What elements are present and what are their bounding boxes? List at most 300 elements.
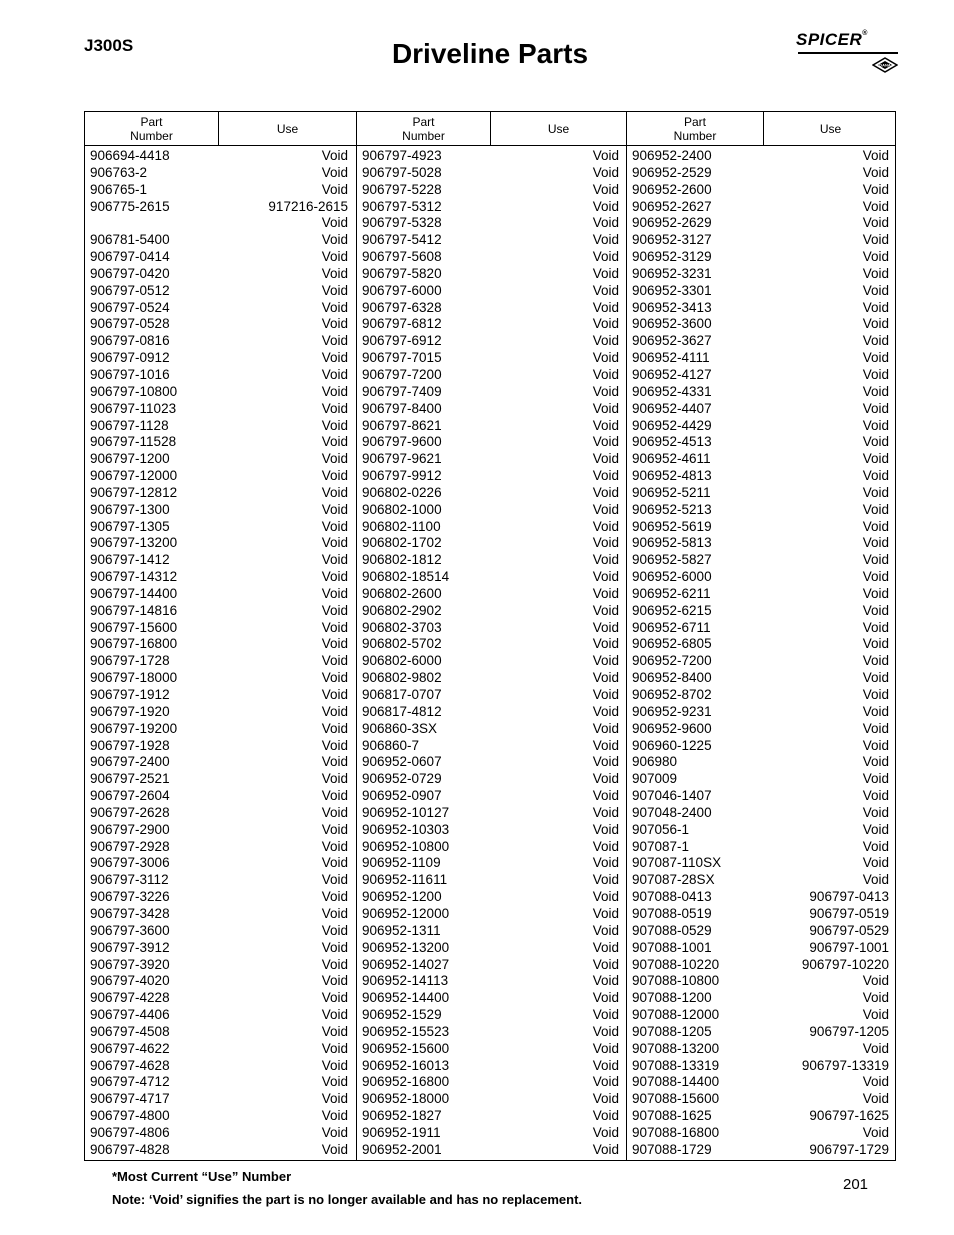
part-number: 906797-4800	[90, 1108, 170, 1124]
part-number: 906952-3129	[632, 249, 712, 265]
part-number: 906797-19200	[90, 720, 178, 736]
table-row	[357, 1007, 627, 1024]
use-value: Void	[862, 215, 889, 231]
part-number: 907088-1729	[632, 1141, 712, 1157]
part-number: 906952-3627	[632, 333, 712, 349]
table-row	[357, 1074, 627, 1091]
part-number: 906952-1311	[362, 922, 441, 938]
use-value: Void	[321, 366, 348, 382]
table-row	[627, 822, 897, 839]
table-row	[85, 266, 356, 283]
use-value: Void	[862, 148, 889, 163]
use-value: Void	[321, 1040, 348, 1056]
part-number: 906797-9912	[362, 468, 442, 484]
table-row	[627, 1108, 897, 1125]
use-value: Void	[321, 754, 348, 770]
part-number: 906952-2001	[362, 1141, 442, 1157]
use-value: Void	[321, 265, 348, 281]
part-number: 907056-1	[632, 821, 690, 837]
part-number: 906952-14400	[362, 990, 450, 1006]
table-row	[85, 519, 356, 536]
table-row	[85, 586, 356, 603]
part-number: 906797-5608	[362, 249, 442, 265]
part-number: 906797-3428	[90, 905, 170, 921]
use-value: Void	[592, 468, 619, 484]
column-header: Use	[819, 121, 842, 136]
page-title: Driveline Parts	[391, 38, 589, 69]
use-value: Void	[862, 1091, 889, 1107]
use-value: Void	[862, 417, 889, 433]
table-row	[85, 923, 356, 940]
use-value: Void	[321, 905, 348, 921]
part-number: 906797-4406	[90, 1007, 170, 1023]
use-value: 906797-1001	[809, 939, 889, 955]
use-value: Void	[862, 400, 889, 416]
use-value: Void	[321, 771, 348, 787]
use-value: Void	[862, 535, 889, 551]
table-row	[85, 906, 356, 923]
part-number: 906797-5028	[362, 164, 442, 180]
table-row	[85, 535, 356, 552]
use-value: Void	[592, 434, 619, 450]
table-row	[85, 283, 356, 300]
table-row	[357, 670, 627, 687]
use-value: Void	[592, 333, 619, 349]
part-number: 906952-2629	[632, 215, 712, 231]
table-row	[85, 552, 356, 569]
part-number: 906797-9600	[362, 434, 442, 450]
use-value: Void	[592, 754, 619, 770]
table-row	[357, 384, 627, 401]
part-number: 906797-7409	[362, 383, 442, 399]
column-header: Part Number	[627, 112, 764, 145]
part-number: 907048-2400	[632, 804, 712, 820]
part-number: 906797-8621	[362, 417, 442, 433]
part-number: 906797-1920	[90, 703, 170, 719]
table-row	[627, 805, 897, 822]
use-value: Void	[592, 181, 619, 197]
table-row	[85, 367, 356, 384]
part-number: 906797-1200	[90, 451, 170, 467]
use-value: Void	[321, 164, 348, 180]
part-number: 906952-6000	[632, 569, 712, 585]
use-value: Void	[862, 249, 889, 265]
use-value: Void	[592, 215, 619, 231]
use-value: Void	[862, 181, 889, 197]
part-number: 906952-8400	[632, 670, 712, 686]
use-value: Void	[321, 602, 348, 618]
part-number: 906797-4228	[90, 990, 170, 1006]
table-row	[85, 855, 356, 872]
table-row	[85, 889, 356, 906]
use-value: Void	[862, 821, 889, 837]
use-value: Void	[592, 973, 619, 989]
part-number: 906797-16800	[90, 636, 178, 652]
table-row	[627, 586, 897, 603]
table-row	[357, 771, 627, 788]
table-row	[627, 468, 897, 485]
part-number: 906860-3SX	[362, 720, 438, 736]
use-value: Void	[592, 804, 619, 820]
logo-wordmark: SPICER®	[796, 30, 868, 49]
column-header: Part Number	[357, 112, 491, 145]
use-value: Void	[592, 232, 619, 248]
use-value: Void	[592, 265, 619, 281]
part-number: 906797-5228	[362, 181, 442, 197]
table-row	[85, 199, 356, 216]
part-number: 906802-18514	[362, 569, 450, 585]
use-value: Void	[321, 922, 348, 938]
use-value: Void	[592, 1124, 619, 1140]
use-value: Void	[592, 350, 619, 366]
part-number: 907088-1200	[632, 990, 712, 1006]
use-value: Void	[592, 366, 619, 382]
table-row	[357, 333, 627, 350]
table-row	[85, 215, 356, 232]
table-row	[85, 620, 356, 637]
table-row	[85, 738, 356, 755]
table-row	[627, 687, 897, 704]
part-number: 906765-1	[90, 181, 148, 197]
use-value: Void	[862, 619, 889, 635]
table-row	[85, 839, 356, 856]
part-number: 906797-2521	[90, 771, 170, 787]
use-value: Void	[862, 434, 889, 450]
part-number: 907088-0519	[632, 905, 712, 921]
table-row	[85, 805, 356, 822]
table-row	[85, 418, 356, 435]
part-number: 906802-6000	[362, 653, 442, 669]
use-value: Void	[592, 703, 619, 719]
table-row	[357, 822, 627, 839]
use-value: Void	[592, 148, 619, 163]
use-value: Void	[321, 282, 348, 298]
use-value: Void	[321, 215, 348, 231]
part-number: 906860-7	[362, 737, 420, 753]
use-value: Void	[862, 316, 889, 332]
part-number: 906802-5702	[362, 636, 442, 652]
part-number: 906797-5328	[362, 215, 442, 231]
part-number: 906797-0528	[90, 316, 170, 332]
column-header: Use	[219, 112, 357, 145]
part-number: 906797-4628	[90, 1057, 170, 1073]
part-number: 906797-12000	[90, 468, 178, 484]
use-value: Void	[862, 265, 889, 281]
use-value: Void	[321, 737, 348, 753]
use-value: Void	[321, 619, 348, 635]
table-row	[357, 889, 627, 906]
use-value: Void	[321, 1007, 348, 1023]
part-number: 907087-110SX	[632, 855, 722, 871]
part-number: 906952-13200	[362, 939, 450, 955]
use-value: Void	[321, 1124, 348, 1140]
use-value: Void	[321, 518, 348, 534]
table-row	[357, 721, 627, 738]
table-row	[357, 249, 627, 266]
use-value: Void	[862, 990, 889, 1006]
part-number: 907046-1407	[632, 788, 712, 804]
use-value: 906797-1205	[809, 1023, 889, 1039]
use-value: Void	[321, 232, 348, 248]
table-row	[357, 535, 627, 552]
part-number: 906797-3226	[90, 889, 170, 905]
part-number: 907088-10220	[632, 956, 720, 972]
part-number: 906797-0816	[90, 333, 170, 349]
table-row	[85, 468, 356, 485]
use-value: Void	[862, 687, 889, 702]
use-value: Void	[321, 1091, 348, 1107]
part-number: 906952-16800	[362, 1074, 450, 1090]
table-row	[357, 232, 627, 249]
use-value: Void	[862, 501, 889, 517]
part-number: 906952-5827	[632, 552, 712, 568]
use-value: Void	[862, 855, 889, 871]
use-value: Void	[321, 400, 348, 416]
part-number: 906952-15600	[362, 1040, 450, 1056]
table-row	[85, 771, 356, 788]
part-number: 906797-0420	[90, 265, 170, 281]
part-number: 906797-0912	[90, 350, 170, 366]
part-number: 906802-1000	[362, 501, 442, 517]
table-row	[627, 1125, 897, 1142]
part-number: 906797-11023	[90, 400, 177, 416]
table-row	[85, 636, 356, 653]
table-row	[85, 687, 356, 704]
table-row	[357, 485, 627, 502]
use-value: Void	[862, 366, 889, 382]
table-row	[357, 620, 627, 637]
use-value: Void	[862, 670, 889, 686]
table-row	[627, 485, 897, 502]
use-value: Void	[862, 333, 889, 349]
part-number: 907088-0413	[632, 889, 712, 905]
part-number: 906960-1225	[632, 737, 712, 753]
table-row	[357, 704, 627, 721]
use-value: Void	[321, 939, 348, 955]
part-number: 907087-28SX	[632, 872, 715, 888]
part-number: 906952-6215	[632, 602, 712, 618]
table-row	[627, 1024, 897, 1041]
part-number: 907009	[632, 771, 678, 787]
part-number: 906797-6000	[362, 282, 442, 298]
table-row	[357, 586, 627, 603]
use-value: Void	[592, 282, 619, 298]
table-row	[357, 1142, 627, 1159]
use-value: Void	[321, 703, 348, 719]
use-value: Void	[862, 771, 889, 787]
use-value: Void	[592, 720, 619, 736]
part-number: 906775-2615	[90, 198, 170, 214]
table-row	[85, 451, 356, 468]
table-row	[357, 215, 627, 232]
use-value: Void	[592, 383, 619, 399]
part-number: 906952-3600	[632, 316, 712, 332]
part-number: 906797-10800	[90, 383, 178, 399]
use-value: Void	[321, 973, 348, 989]
table-row	[627, 569, 897, 586]
catalog-code: J300S	[84, 36, 134, 55]
table-row	[357, 418, 627, 435]
table-row	[357, 906, 627, 923]
part-number: 906797-2400	[90, 754, 170, 770]
part-number: 906952-2600	[632, 181, 712, 197]
part-number: 906797-6328	[362, 299, 442, 315]
use-value: Void	[321, 636, 348, 652]
table-row	[85, 148, 356, 165]
table-row	[627, 923, 897, 940]
part-number: 906797-4508	[90, 1023, 170, 1039]
use-value: 906797-13319	[801, 1057, 889, 1073]
table-row	[627, 990, 897, 1007]
use-value: Void	[321, 316, 348, 332]
table-row	[357, 754, 627, 771]
use-value: Void	[862, 585, 889, 601]
table-row	[627, 788, 897, 805]
use-value: Void	[321, 501, 348, 517]
part-number: 906802-9802	[362, 670, 442, 686]
use-value: Void	[321, 821, 348, 837]
part-number: 906952-5213	[632, 501, 712, 517]
use-value: Void	[592, 1091, 619, 1107]
use-value: Void	[321, 249, 348, 265]
table-row	[357, 1091, 627, 1108]
use-value: Void	[592, 602, 619, 618]
table-row	[357, 502, 627, 519]
part-number: 907088-15600	[632, 1091, 720, 1107]
part-number: 906797-1728	[90, 653, 170, 669]
table-row	[627, 839, 897, 856]
table-row	[357, 636, 627, 653]
table-row	[627, 165, 897, 182]
part-number: 906817-0707	[362, 687, 442, 702]
use-value: Void	[592, 670, 619, 686]
table-row	[627, 957, 897, 974]
use-value: Void	[592, 771, 619, 787]
table-row	[357, 805, 627, 822]
part-number: 907088-10800	[632, 973, 720, 989]
part-number: 906952-4611	[632, 451, 711, 467]
part-number: 906952-2400	[632, 148, 712, 163]
column-header: Part Number	[85, 112, 219, 145]
use-value: Void	[321, 417, 348, 433]
table-row	[627, 1142, 897, 1159]
table-row	[627, 333, 897, 350]
part-number: 906952-5813	[632, 535, 712, 551]
dana-diamond-icon	[872, 57, 898, 73]
table-row	[357, 990, 627, 1007]
use-value: Void	[321, 1023, 348, 1039]
part-number: 906952-8702	[632, 687, 712, 702]
use-value: 906797-1729	[809, 1141, 889, 1157]
table-row	[357, 434, 627, 451]
part-number: 906797-1305	[90, 518, 170, 534]
part-number: 906952-1911	[362, 1124, 441, 1140]
use-value: Void	[321, 855, 348, 871]
footnote-void: Note: ‘Void’ signifies the part is no longer available and has no replacement.	[112, 1192, 583, 1207]
part-number: 906952-18000	[362, 1091, 450, 1107]
part-number: 906952-0607	[362, 754, 442, 770]
use-value: 906797-0529	[809, 922, 889, 938]
table-row	[627, 1007, 897, 1024]
part-number: 906797-2628	[90, 804, 170, 820]
table-row	[85, 316, 356, 333]
use-value: Void	[321, 148, 348, 163]
part-number: 906952-11611	[362, 872, 448, 888]
table-row	[85, 653, 356, 670]
part-number: 906802-1812	[362, 552, 442, 568]
part-number: 906952-1200	[362, 889, 442, 905]
part-number: 906797-2604	[90, 788, 170, 804]
part-number: 906781-5400	[90, 232, 170, 248]
use-value: Void	[592, 956, 619, 972]
table-row	[357, 923, 627, 940]
use-value: Void	[862, 636, 889, 652]
part-number: 906952-9231	[632, 703, 712, 719]
table-row	[357, 199, 627, 216]
part-number: 906797-1128	[90, 417, 169, 433]
table-row	[85, 401, 356, 418]
table-row	[357, 1041, 627, 1058]
table-row	[627, 754, 897, 771]
use-value: Void	[592, 922, 619, 938]
use-value: Void	[862, 1007, 889, 1023]
use-value: Void	[321, 1074, 348, 1090]
use-value: Void	[321, 451, 348, 467]
use-value: Void	[321, 468, 348, 484]
use-value: Void	[862, 569, 889, 585]
table-row	[85, 502, 356, 519]
table-row	[85, 300, 356, 317]
use-value: Void	[862, 838, 889, 854]
use-value: Void	[862, 164, 889, 180]
part-number: 906952-14113	[362, 973, 449, 989]
use-value: Void	[592, 1007, 619, 1023]
use-value: Void	[862, 468, 889, 484]
use-value: 906797-1625	[809, 1108, 889, 1124]
use-value: Void	[592, 889, 619, 905]
table-row	[627, 401, 897, 418]
use-value: Void	[862, 720, 889, 736]
table-row	[85, 249, 356, 266]
part-number: 906952-10800	[362, 838, 450, 854]
use-value: Void	[592, 569, 619, 585]
table-row	[357, 957, 627, 974]
use-value: Void	[321, 872, 348, 888]
use-value: Void	[592, 484, 619, 500]
use-value: Void	[321, 956, 348, 972]
table-row	[357, 872, 627, 889]
part-number: 907088-16800	[632, 1124, 720, 1140]
use-value: Void	[862, 282, 889, 298]
use-value: Void	[592, 619, 619, 635]
part-number: 906952-4429	[632, 417, 712, 433]
part-number: 906802-0226	[362, 484, 442, 500]
use-value: 906797-10220	[801, 956, 889, 972]
table-row	[627, 1074, 897, 1091]
part-number: 906797-9621	[362, 451, 442, 467]
part-number: 907087-1	[632, 838, 690, 854]
use-value: Void	[321, 889, 348, 905]
part-number: 906797-3006	[90, 855, 170, 871]
table-row	[627, 636, 897, 653]
use-value: Void	[862, 383, 889, 399]
table-row	[357, 519, 627, 536]
part-number: 906952-0907	[362, 788, 442, 804]
use-value: Void	[592, 249, 619, 265]
use-value: Void	[592, 501, 619, 517]
table-row	[85, 872, 356, 889]
part-number: 906952-10127	[362, 804, 450, 820]
